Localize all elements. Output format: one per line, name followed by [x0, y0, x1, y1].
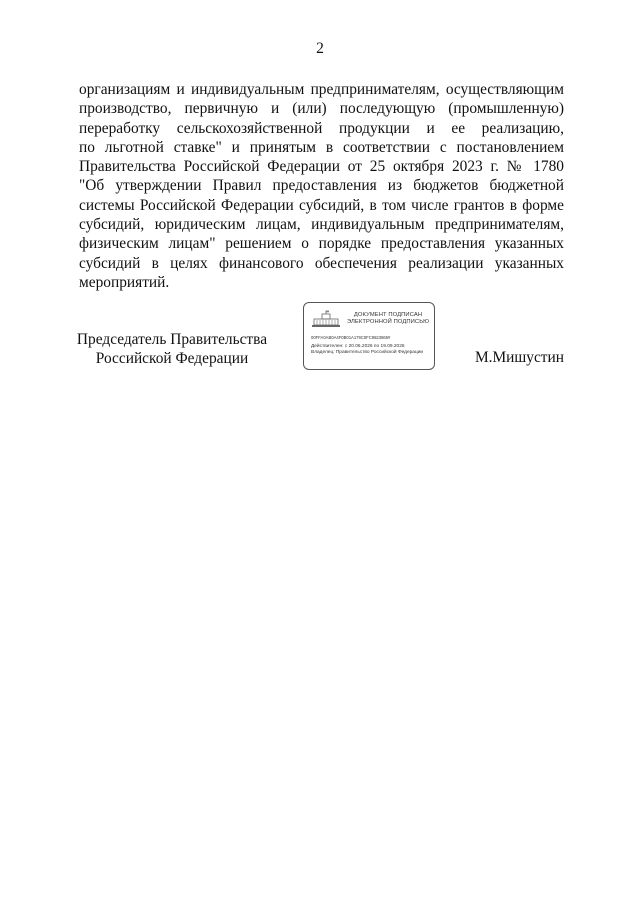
body-line: организациям и индивидуальным предпринимателям, осуществляющим [79, 81, 564, 98]
body-line: "Об утверждении Правил предоставления из бюджетов бюджетной [79, 177, 564, 195]
body-line: физическим лицам" решением о порядке предоставления указанных [79, 235, 564, 253]
signatory-position-line: Российской Федерации [95, 350, 249, 367]
stamp-certificate-serial: 00FFA0AB0A4F0B01A179C0FC9823865# [311, 335, 391, 340]
body-line: переработку сельскохозяйственной продукции и ее реализацию, [79, 119, 564, 137]
signatory-position [72, 330, 272, 368]
signer-name: М.Мишустин [474, 349, 564, 366]
electronic-signature-stamp [303, 302, 435, 370]
russian-government-building-icon [311, 310, 341, 328]
body-line: мероприятий. [79, 273, 170, 291]
body-line: системы Российской Федерации субсидий, в том числе грантов в форме [79, 196, 564, 214]
stamp-title-line: ЭЛЕКТРОННОЙ ПОДПИСЬЮ [346, 319, 430, 325]
page-number: 2 [316, 40, 324, 57]
stamp-owner: Владелец: Правительство Российской Федерации [311, 350, 424, 355]
body-line: субсидий в целях финансового обеспечения реализации указанных [79, 254, 564, 272]
body-line: субсидий, юридическим лицам, индивидуальным предпринимателям, [79, 216, 564, 234]
stamp-validity: Действителен: с 20.06.2026 по 19.09.2026 [311, 344, 405, 349]
signatory-position-line: Председатель Правительства [76, 331, 268, 348]
body-line: Правительства Российской Федерации от 25 октября 2023 г. № 1780 [79, 158, 564, 176]
stamp-title [344, 312, 432, 326]
body-line: производство, первичную и (или) последующую (промышленную) [79, 100, 564, 118]
document-body [79, 80, 564, 292]
body-line: по льготной ставке" и принятым в соответствии с постановлением [79, 138, 564, 156]
stamp-title-line: ДОКУМЕНТ ПОДПИСАН [353, 312, 423, 318]
